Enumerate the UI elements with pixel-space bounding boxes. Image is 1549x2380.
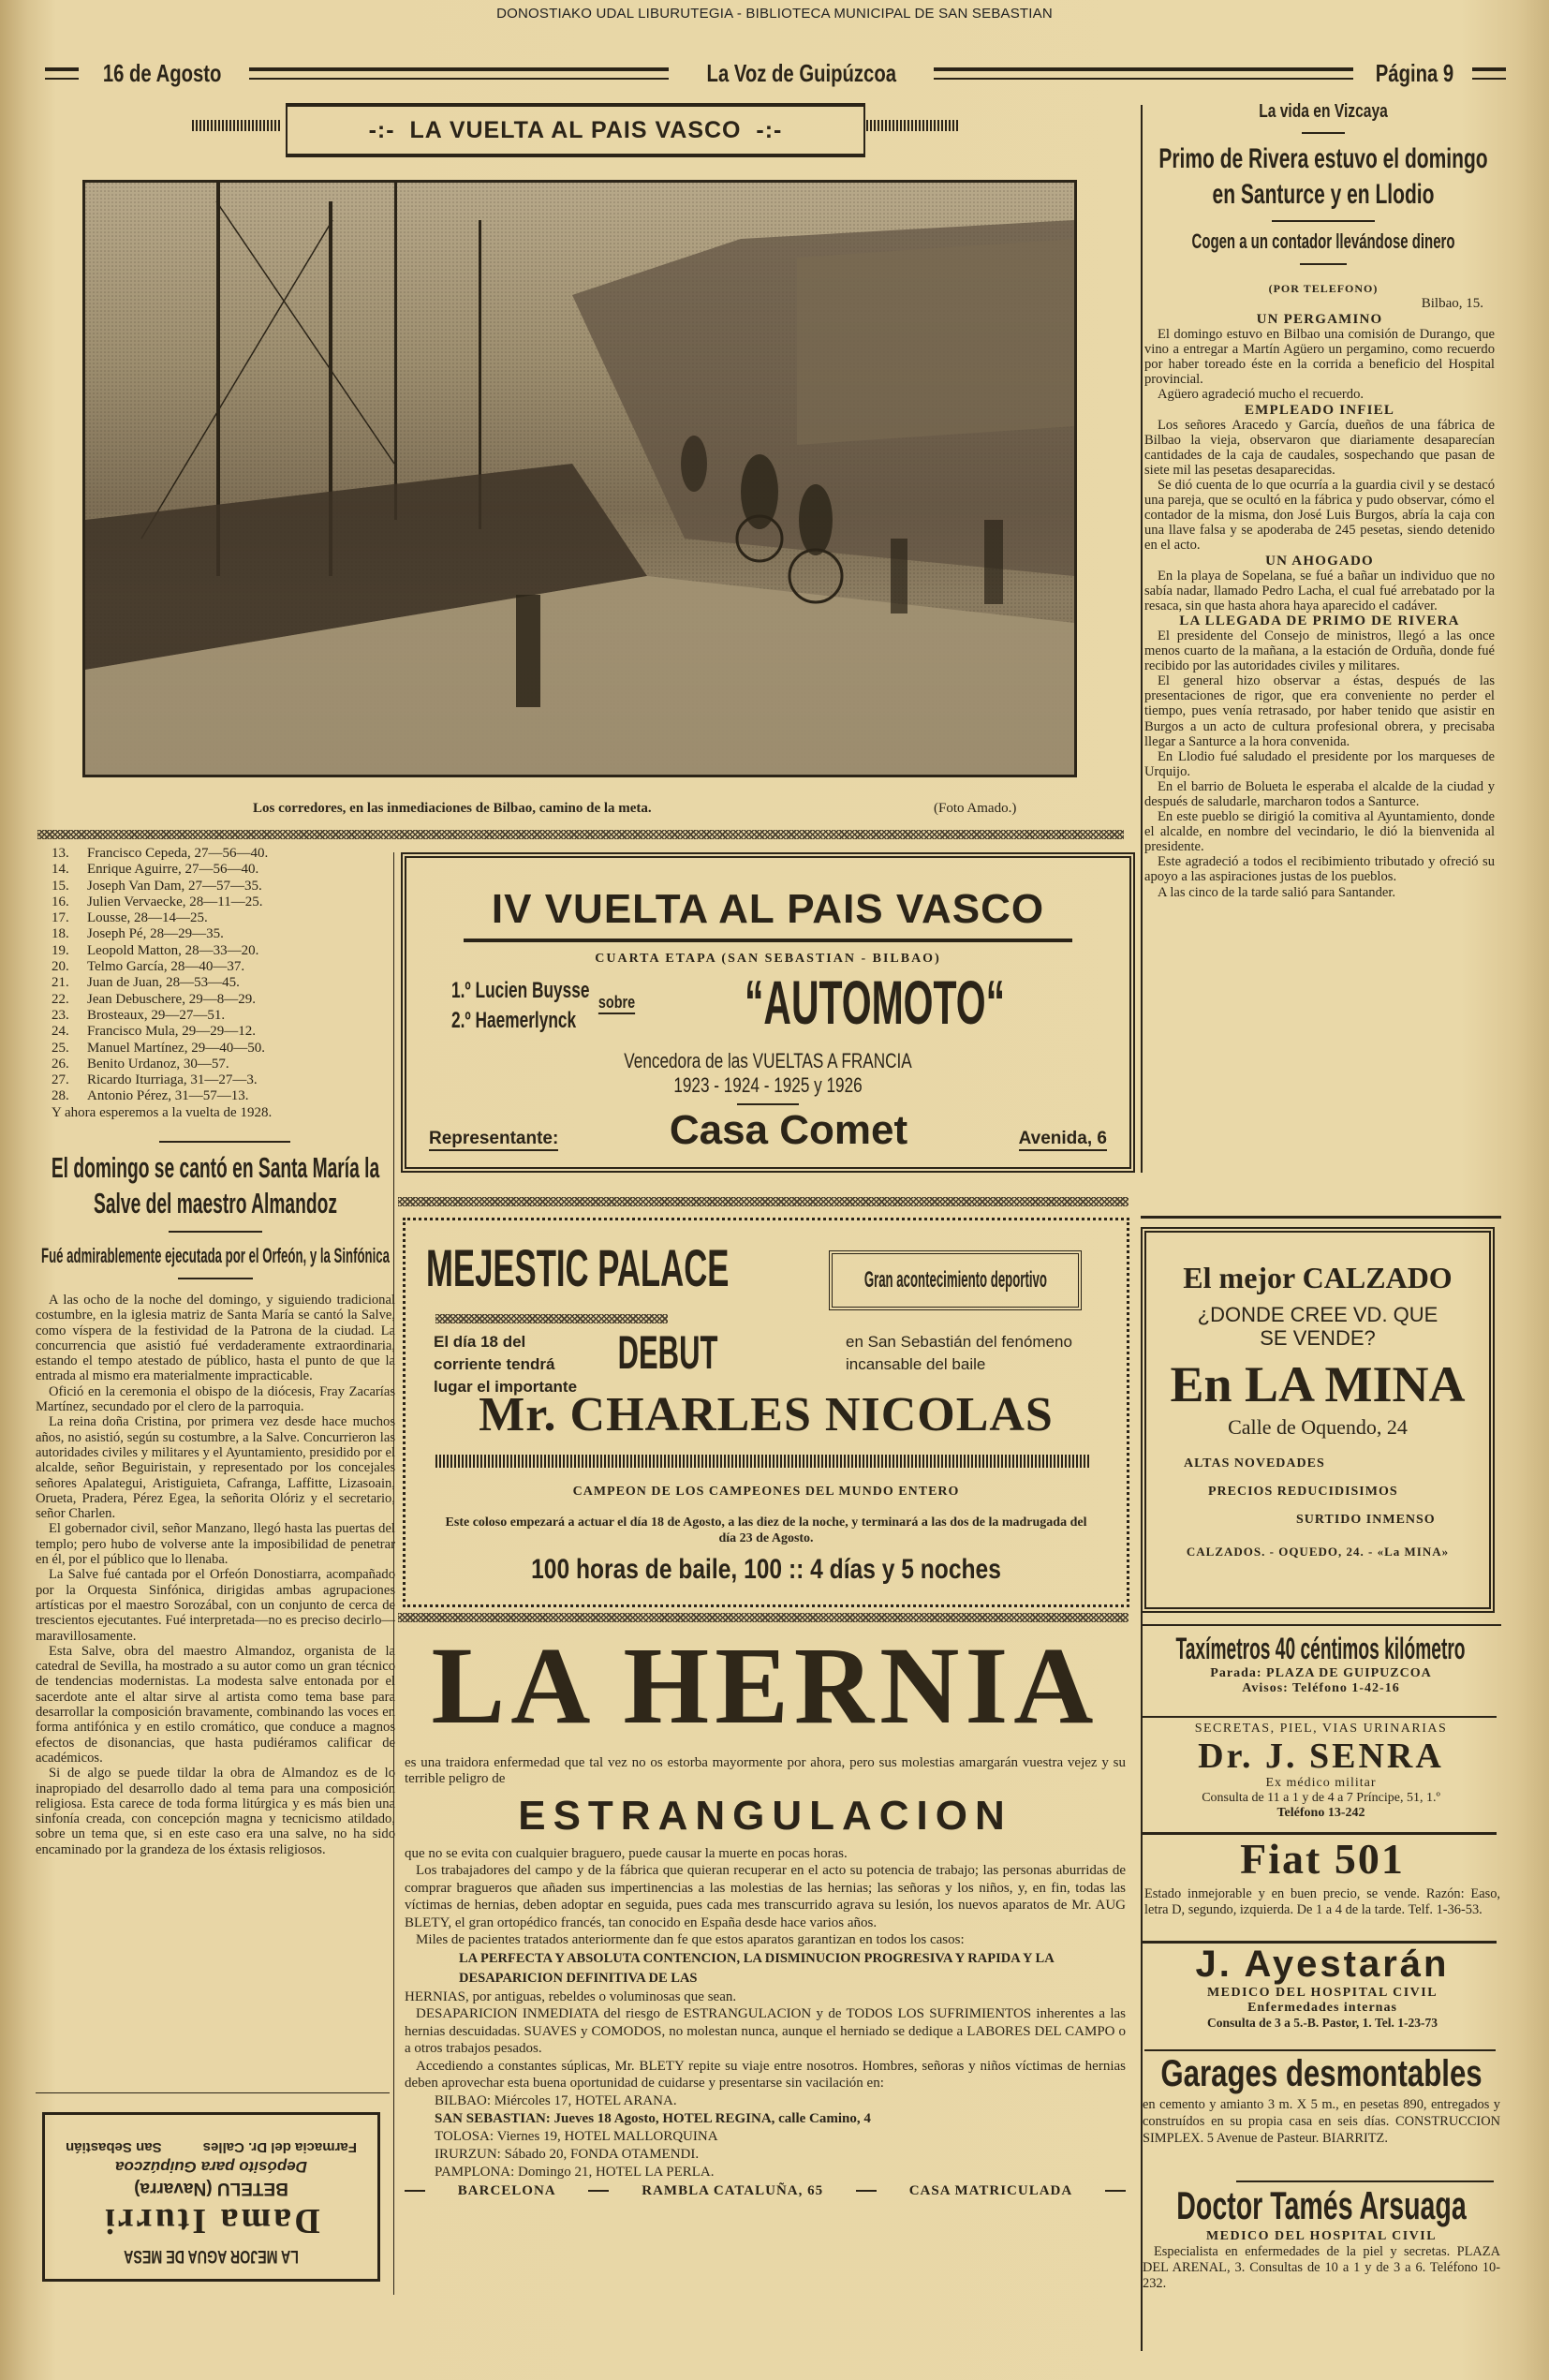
classification-row <box>52 1088 389 1104</box>
vuelta-title-box <box>286 103 865 157</box>
dash <box>588 2190 609 2192</box>
vizcaya-source: (POR TELEFONO) <box>1268 282 1379 295</box>
ayestaran-role: MEDICO DEL HOSPITAL CIVIL <box>1206 1986 1438 2000</box>
running-head <box>45 54 1506 92</box>
rule <box>1472 67 1506 80</box>
dash <box>405 2190 425 2192</box>
vizcaya-paragraph: En el barrio de Bolueta le esperaba el alcalde de la ciudad y después de saludarle, marcharon todos a Santurce. <box>1144 778 1495 809</box>
ad-fiat <box>1144 1836 1500 1918</box>
vizcaya-headline: Primo de Rivera estuvo el domingo en Santurce y en Llodio <box>1158 143 1488 210</box>
lamina-feature-1: ALTAS NOVEDADES <box>1184 1456 1325 1471</box>
issue-date: 16 de Agosto <box>102 58 222 87</box>
column-divider <box>1141 105 1143 1173</box>
rule <box>1141 1716 1497 1718</box>
hernia-venue: SAN SEBASTIAN: Jueves 18 Agosto, HOTEL REGINA, calle Camino, 4 <box>435 2110 871 2126</box>
tames-text: Especialista en enfermedades de la piel y secretas. PLAZA DEL ARENAL, 3. Consultas de 10 a 1 y de 3 a 6. Teléfono 10-232. <box>1143 2244 1500 2291</box>
sobre-label: sobre <box>598 993 635 1014</box>
tames-role: MEDICO DEL HOSPITAL CIVIL <box>1205 2229 1438 2243</box>
classification-row <box>52 992 389 1008</box>
rule <box>464 939 1072 942</box>
salve-paragraph: Ofició en la ceremonia el obispo de la diócesis, Fray Zacarías Martínez, secundado por el clero de la parroquia. <box>36 1383 395 1415</box>
classification-row <box>52 1072 389 1088</box>
ad-la-hernia <box>405 1624 1126 2304</box>
archive-watermark-header: DONOSTIAKO UDAL LIBURUTEGIA - BIBLIOTECA MUNICIPAL DE SAN SEBASTIAN <box>496 6 1053 22</box>
classification-row <box>52 862 389 878</box>
dama-origin: BETELU (Navarra) <box>134 2179 288 2198</box>
newspaper-name: La Voz de Guipúzcoa <box>706 58 896 87</box>
garages-title: Garages desmontables <box>1160 2053 1483 2094</box>
classification-position: 21. <box>52 975 69 991</box>
ad-automoto <box>401 852 1135 1173</box>
hernia-big-word: ESTRANGULACION <box>518 1793 1012 1839</box>
lamina-feature-3: SURTIDO INMENSO <box>1296 1513 1436 1527</box>
taxi-phone: Avisos: Teléfono 1-42-16 <box>1242 1681 1400 1695</box>
hernia-footer-note: CASA MATRICULADA <box>908 2182 1073 2198</box>
rule <box>159 1141 290 1143</box>
salve-paragraph: Esta Salve, obra del maestro Almandoz, organista de la catedral de Sevilla, ha mostrado a su autor como un gran técnico de tendencias modernistas. La modesta salve entonada por el sacerdote ante el altar sirve al artista como tema base para desarrollar la composición bravamente, combinando las voces en forma antifónica y en estilo cromático, que conduce a magnos efectos de disonancias, que hasta pudiéramos calificar de académicos. <box>36 1643 395 1766</box>
classification-position: 24. <box>52 1024 69 1040</box>
rep-label: Representante: <box>429 1129 558 1151</box>
classification-position: 17. <box>52 910 69 926</box>
salve-paragraph: La Salve fué cantada por el Orfeón Donostiarra, acompañado por la Orquesta Sinfónica, dirigidas ambas agrupaciones artísticas por el maestro Sorozábal, con un conjunto de cerca de trescientos ejecutantes. Fué interpretada—no es preciso decirlo—maravillosamente. <box>36 1567 395 1644</box>
lamina-feature-2: PRECIOS REDUCIDISIMOS <box>1208 1485 1398 1499</box>
automoto-years: 1923 - 1924 - 1925 y 1926 <box>673 1073 863 1097</box>
senra-specialty: SECRETAS, PIEL, VIAS URINARIAS <box>1194 1722 1448 1736</box>
photo-caption: Los corredores, en las inmediaciones de Bilbao, camino de la meta. <box>253 801 652 816</box>
photo-illustration <box>85 183 1074 775</box>
vizcaya-paragraph: El presidente del Consejo de ministros, llegó a las once menos cuarto de la mañana, a la estación de Orduña, donde fué recibido por las autoridades civiles y militares. <box>1144 628 1495 674</box>
race-photo <box>82 180 1077 777</box>
vizcaya-dateline: Bilbao, 15. <box>1421 296 1483 311</box>
rule <box>1141 1216 1501 1219</box>
majestic-champion: CAMPEON DE LOS CAMPEONES DEL MUNDO ENTERO <box>572 1485 960 1499</box>
classification-row <box>52 894 389 910</box>
photo-credit: (Foto Amado.) <box>934 801 1017 816</box>
automoto-representative-row <box>406 1107 1129 1154</box>
dama-brand: Dama Iturri <box>102 2201 320 2240</box>
lamina-address: Calle de Oquendo, 24 <box>1228 1415 1408 1439</box>
senra-name: Dr. J. SENRA <box>1198 1737 1444 1776</box>
classification-entry: Julien Vervaecke, 28—11—25. <box>87 894 263 909</box>
hernia-p4-rest: HERNIAS, por antiguas, rebeldes o voluminosas que sean. <box>405 1988 737 2004</box>
hernia-venue: TOLOSA: Viernes 19, HOTEL MALLORQUINA <box>435 2128 718 2144</box>
ad-tames <box>1143 2182 1500 2292</box>
dash <box>856 2190 877 2192</box>
majestic-performer: Mr. CHARLES NICOLAS <box>479 1388 1054 1441</box>
hatch-ornament <box>866 120 960 131</box>
classification-entry: Telmo García, 28—40—37. <box>87 959 245 975</box>
rule <box>1141 1624 1501 1626</box>
hernia-p3: Miles de pacientes tratados anteriormente dan fe que estos aparatos garantizan en todos los casos: <box>416 1932 965 1947</box>
classification-row <box>52 846 389 862</box>
automoto-brand: “AUTOMOTO“ <box>744 968 1006 1037</box>
ad-garages <box>1143 2051 1500 2147</box>
classification-position: 13. <box>52 846 69 861</box>
vizcaya-paragraph: Los señores Aracedo y García, dueños de una fábrica de Bilbao la vieja, observaron que diariamente desaparecían cantidades de la caja de caudales, sospechando que pasan de siete mil las pesetas desaparecidas. <box>1144 417 1495 478</box>
majestic-title: MEJESTIC PALACE <box>426 1238 730 1297</box>
rule <box>1300 263 1347 265</box>
majestic-right-text: en San Sebastián del fenómeno incansable del baile <box>846 1333 1072 1373</box>
classification-row <box>52 1024 389 1040</box>
automoto-title: IV VUELTA AL PAIS VASCO <box>491 886 1045 932</box>
vizcaya-paragraph: En Llodio fué saludado el presidente por los marqueses de Urquijo. <box>1144 748 1495 779</box>
hernia-venue: IRURZUN: Sábado 20, FONDA OTAMENDI. <box>435 2146 700 2162</box>
salve-paragraph: La reina doña Cristina, por primera vez desde hace muchos años, no asistió, según su costumbre, a la Salve. Concurrieron las autoridades civiles y militares y el Ayuntamiento, presidido por el alcalde, señor Beguiristain, y representado por los concejales señores Apalategui, Aristiguieta, Cafranga, Laffitte, Lizasoain, Orueta, Pradera, Pérez Egea, la señorita Olóriz y el secretario, señor Charlen. <box>36 1414 395 1522</box>
classification-entry: Enrique Aguirre, 27—56—40. <box>87 862 259 878</box>
senra-hours: Consulta de 11 a 1 y de 4 a 7 Príncipe, 51, 1.º <box>1202 1791 1440 1805</box>
vizcaya-section-heading: LA LLEGADA DE PRIMO DE RIVERA <box>1179 613 1460 628</box>
lamina-question: ¿DONDE CREE VD. QUE SE VENDE? <box>1197 1303 1438 1350</box>
lamina-footer: CALZADOS. - OQUEDO, 24. - «La MINA» <box>1186 1545 1450 1559</box>
second-place: 2.º Haemerlynck <box>451 1008 577 1033</box>
majestic-boxed-label-frame <box>829 1250 1082 1310</box>
salve-article <box>36 1150 395 1857</box>
classification-entry: Benito Urdanoz, 30—57. <box>87 1056 229 1072</box>
classification-entry: Brosteaux, 29—27—51. <box>87 1007 226 1023</box>
rule <box>934 67 1353 80</box>
classification-entry: Jean Debuschere, 29—8—29. <box>87 991 256 1007</box>
rule <box>249 67 669 80</box>
automoto-riders <box>451 976 589 1036</box>
dama-depot: Depósito para Guipúzcoa <box>115 2158 307 2176</box>
page-number: Página 9 <box>1375 58 1454 87</box>
classification-row <box>52 943 389 959</box>
hernia-p2: Los trabajadores del campo y de la fábrica que quieran recuperar en el acto su potencia de trabajo; las personas aburridas de comprar bragueros que añaden sus impertinencias a las molestias de las hernias; las señoras y los niños, y, en fin, todas las víctimas de hernias, deben adoptar en seguida, pues cada mes transcurrido agrava su lesión, los nuevos aparatos de Mr. AUG BLETY, el gran ortopédico francés, tan conocido en España desde hace varios años. <box>405 1863 1126 1930</box>
hernia-venue: BILBAO: Miércoles 17, HOTEL ARANA. <box>435 2092 677 2108</box>
ayestaran-name: J. Ayestarán <box>1195 1944 1450 1985</box>
senra-phone: Teléfono 13-242 <box>1276 1806 1365 1820</box>
vizcaya-section-heading: EMPLEADO INFIEL <box>1244 402 1395 418</box>
salve-headline: El domingo se cantó en Santa María la Salve del maestro Almandoz <box>51 1151 380 1220</box>
hernia-p6: Accediendo a constantes súplicas, Mr. BLETY repite su viaje entre nosotros. Hombres, señoras y niños víctimas de hernias deben aprovechar esta buena oportunidad de cuidarse y presentarse sin vacilación en: <box>405 2058 1126 2091</box>
automoto-result-row <box>406 968 1129 1049</box>
dama-pharmacy-row <box>45 2139 377 2155</box>
rule <box>1302 132 1345 134</box>
hernia-footer <box>405 2183 1126 2199</box>
taxi-title: Taxímetros 40 céntimos kilómetro <box>1175 1632 1466 1665</box>
hatch-ornament <box>192 120 281 131</box>
dama-city: San Sebastián <box>66 2139 162 2155</box>
first-place: 1.º Lucien Buysse <box>451 978 590 1003</box>
hatch-ornament <box>435 1455 1091 1468</box>
hernia-venue: PAMPLONA: Domingo 21, HOTEL LA PERLA. <box>435 2164 715 2180</box>
classification-row <box>52 1008 389 1024</box>
salve-paragraph: El gobernador civil, señor Manzano, llegó hasta las puertas del templo; pero hubo de volverse ante la imposibilidad de penetrar en él, por el público que lo llenaba. <box>36 1521 395 1568</box>
classification-entry: Ricardo Iturriaga, 31—27—3. <box>87 1072 258 1088</box>
classification-entry: Joseph Pé, 28—29—35. <box>87 926 224 942</box>
classification-position: 22. <box>52 991 69 1007</box>
automoto-winner-line: Vencedora de las VUELTAS A FRANCIA <box>624 1049 912 1072</box>
taxi-stop: Parada: PLAZA DE GUIPUZCOA <box>1210 1666 1432 1680</box>
closing-line: Y ahora esperemos a la vuelta de 1928. <box>52 1104 273 1120</box>
ad-majestic-palace <box>403 1218 1129 1607</box>
hernia-footer-city: BARCELONA <box>457 2182 556 2198</box>
classification-entry: Antonio Pérez, 31—57—13. <box>87 1088 249 1104</box>
classification-position: 23. <box>52 1007 69 1023</box>
majestic-boxed-label: Gran acontecimiento deportivo <box>863 1267 1047 1293</box>
automoto-stage: CUARTA ETAPA (SAN SEBASTIAN - BILBAO) <box>595 952 941 966</box>
hernia-p1: que no se evita con cualquier braguero, puede causar la muerte en pocas horas. <box>405 1846 848 1861</box>
fiat-text: Estado inmejorable y en buen precio, se vende. Razón: Easo, letra D, segundo, izquierda. De 1 a 4 de la tarde. Telf. 1-36-53. <box>1144 1886 1500 1917</box>
vizcaya-subhead: Cogen a un contador llevándose dinero <box>1191 229 1455 253</box>
classification-row <box>52 879 389 894</box>
dama-pharmacy: Farmacia del Dr. Calles <box>202 2139 357 2155</box>
classification-entry: Francisco Mula, 29—29—12. <box>87 1024 256 1040</box>
vizcaya-paragraph: Se dió cuenta de lo que ocurría a la guardia civil y se destacó una pareja, que se ocultó en la fábrica y pudo observar, cómo el contador de la misma, don José Luis Burgos, abría la caja con una llave falsa y se apoderaba de 245 pesetas, siendo detenido en el acto. <box>1144 478 1495 554</box>
ayestaran-hours: Consulta de 3 a 5.-B. Pastor, 1. Tel. 1-23-73 <box>1207 2016 1438 2030</box>
rep-name: Casa Comet <box>669 1107 908 1153</box>
classification-entry: Lousse, 28—14—25. <box>87 910 208 926</box>
classification-row <box>52 926 389 942</box>
zigzag-rule <box>435 1314 668 1323</box>
classification-position: 19. <box>52 942 69 958</box>
tames-name: Doctor Tamés Arsuaga <box>1176 2183 1467 2227</box>
ad-la-mina <box>1141 1227 1495 1613</box>
ayestaran-specialty: Enfermedades internas <box>1247 2001 1397 2015</box>
majestic-schedule: Este coloso empezará a actuar el día 18 de Agosto, a las diez de la noche, y terminará a las dos de la madrugada del día 23 de Agosto. <box>445 1515 1087 1545</box>
ad-dama-iturri <box>42 2112 380 2282</box>
senra-title: Ex médico militar <box>1265 1776 1377 1790</box>
majestic-debut: DEBUT <box>617 1326 718 1379</box>
classification-row <box>52 910 389 926</box>
salve-paragraph: A las ocho de la noche del domingo, y siguiendo tradicional costumbre, en la iglesia matriz de Santa María se cantó la Salve, como víspera de la festividad de la Patrona de la ciudad. La concurrencia que asistió fué verdaderamente extraordinaria, estando el tempo atestado de público, hasta el punto de que la entrada al mismo era materialmente impracticable. <box>36 1293 395 1384</box>
vizcaya-article <box>1144 101 1502 900</box>
classification-position: 16. <box>52 894 69 909</box>
vizcaya-section-heading: UN PERGAMINO <box>1256 312 1383 327</box>
rule <box>45 67 79 80</box>
classification-position: 28. <box>52 1088 69 1104</box>
salve-subhead: Fué admirablemente ejecutada por el Orfeón, y la Sinfónica <box>41 1244 390 1267</box>
ad-senra <box>1141 1722 1501 1821</box>
classification-entry: Francisco Cepeda, 27—56—40. <box>87 846 269 861</box>
lamina-brand: En LA MINA <box>1170 1356 1466 1412</box>
ad-ayestaran <box>1144 1943 1500 2031</box>
classification-entry: Manuel Martínez, 29—40—50. <box>87 1040 265 1056</box>
vizcaya-paragraph: El general hizo observar a éstas, después de las presentaciones de rigor, que era conveniente no perder el tiempo, pues venía retrasado, por haber tenido que asistir en Burgos a un acto de cultura profesional obrera, y precisaba llegar a Santurce a la hora convenida. <box>1144 673 1495 749</box>
classification-position: 20. <box>52 959 69 975</box>
classification-position: 27. <box>52 1072 69 1088</box>
garages-text: en cemento y amianto 3 m. X 5 m., en pesetas 890, entregados y construídos en su propia casa en seis días. CONSTRUCCION SIMPLEX. 5 Avenue de Pasteur. BIARRITZ. <box>1143 2097 1500 2146</box>
hernia-p5: DESAPARICION INMEDIATA del riesgo de ESTRANGULACION y de TODOS LOS SUFRIMIENTOS inherentes a las hernias descuidadas. SUAVES y COMODOS, no molestan nunca, aunque el herniado se dedique a LABORES DEL CAMPO o a otros trabajos pesados. <box>405 2006 1126 2056</box>
hernia-p4-caps: LA PERFECTA Y ABSOLUTA CONTENCION, LA DISMINUCION PROGRESIVA Y RAPIDA Y LA DESAPARICION DEFINITIVA DE LAS <box>459 1950 1054 1986</box>
majestic-left-text: El día 18 del corriente tendrá lugar el importante <box>434 1333 578 1396</box>
fiat-title: Fiat 501 <box>1240 1835 1405 1883</box>
classification-position: 26. <box>52 1056 69 1072</box>
vizcaya-section-heading: UN AHOGADO <box>1265 553 1374 569</box>
majestic-footer: 100 horas de baile, 100 :: 4 días y 5 noches <box>531 1554 1001 1585</box>
vizcaya-paragraph: Este agradeció a todos el recibimiento tributado y ofreció su apoyo a las aspiraciones justas de los pueblos. <box>1144 854 1495 885</box>
rule <box>178 1278 253 1279</box>
classification-position: 14. <box>52 862 69 878</box>
rep-address: Avenida, 6 <box>1019 1129 1107 1151</box>
classification-entry: Leopold Matton, 28—33—20. <box>87 942 259 958</box>
classification-position: 15. <box>52 878 69 894</box>
rule <box>36 2092 390 2093</box>
vizcaya-section: La vida en Vizcaya <box>1259 101 1388 122</box>
ad-taxi <box>1141 1632 1501 1696</box>
dama-line1: LA MEJOR AGUA DE MESA <box>124 2246 299 2266</box>
classification-list <box>52 846 389 1121</box>
dash <box>1105 2190 1126 2192</box>
zigzag-rule <box>37 830 1124 839</box>
zigzag-rule <box>398 1197 1129 1206</box>
vizcaya-paragraph: A las cinco de la tarde salió para Santander. <box>1158 884 1396 900</box>
rule <box>169 1231 262 1233</box>
hernia-title: LA HERNIA <box>431 1624 1099 1747</box>
classification-position: 18. <box>52 926 69 942</box>
classification-row <box>52 1057 389 1072</box>
vuelta-title: -:- LA VUELTA AL PAIS VASCO -:- <box>368 116 783 143</box>
hernia-intro: es una traidora enfermedad que tal vez no os estorba mayormente por ahora, pero sus molestias amargarán vuestra vejez y su terrible peligro de <box>405 1755 1126 1786</box>
vizcaya-paragraph: Agüero agradeció mucho el recuerdo. <box>1158 387 1365 403</box>
salve-paragraph: Si de algo se puede tildar la obra de Almandoz es de lo inapropiado del desarrollo dado al tema para una composición religiosa. Esta carece de toda forma litúrgica y es más bien una sinfonía creada, con concepción magna y tecnicismo atildado, sobre un tema que, si en este caso era una salve, no ha sido encaminado por la grandeza de los éxtasis religiosos. <box>36 1766 395 1857</box>
rule <box>737 1103 799 1105</box>
classification-position: 25. <box>52 1040 69 1056</box>
classification-row <box>52 959 389 975</box>
vizcaya-paragraph: En este pueblo se dirigió la comitiva al Ayuntamiento, donde el alcalde, en nombre del vecindario, le dió la bienvenida al presidente. <box>1144 809 1495 855</box>
vizcaya-paragraph: El domingo estuvo en Bilbao una comisión de Durango, que vino a entregar a Martín Agüero un pergamino, como recuerdo por haber toreado éste en la corrida a beneficio del Hospital provincial. <box>1144 327 1495 388</box>
classification-entry: Juan de Juan, 28—53—45. <box>87 975 240 991</box>
classification-row <box>52 975 389 991</box>
lamina-line1: El mejor CALZADO <box>1183 1261 1453 1294</box>
classification-entry: Joseph Van Dam, 27—57—35. <box>87 878 262 894</box>
classification-row <box>52 1041 389 1057</box>
zigzag-rule <box>398 1613 1129 1622</box>
rule <box>1272 220 1375 222</box>
hernia-footer-address: RAMBLA CATALUÑA, 65 <box>642 2182 824 2198</box>
vizcaya-paragraph: En la playa de Sopelana, se fué a bañar un individuo que no sabía nadar, llamado Pedro Lacha, el cual fué arrebatado por la resaca, sin que hasta ahora haya aparecido el cadáver. <box>1144 568 1495 613</box>
